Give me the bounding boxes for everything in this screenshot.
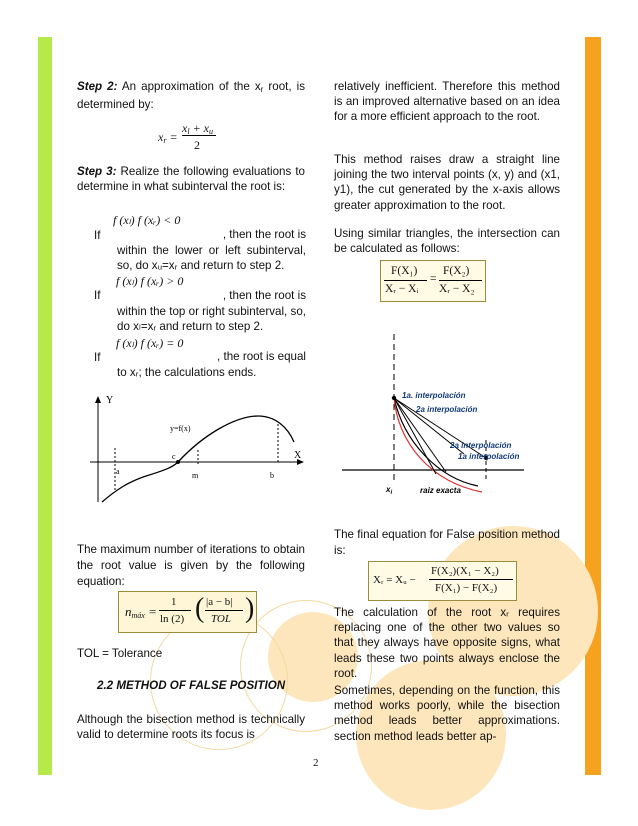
xr-formula: $x_r$ = $x_l + x_u$ 2	[158, 121, 228, 155]
graph2-label-2: 2a interpolación	[416, 405, 478, 414]
step2-text: An approximation of the x	[117, 80, 261, 93]
nmax-formula: $n_{máx}$ = 1 ln (2) ( |a − b| TOL )	[118, 591, 257, 633]
xr-den: 2	[194, 138, 200, 152]
graph2-root-label: raiz exacta	[420, 486, 461, 495]
nmax-den: TOL	[211, 613, 231, 625]
cond1-expr: f (xₗ) f (xᵣ) < 0	[113, 213, 181, 227]
graph1-x-label: X	[294, 450, 302, 461]
graph2-label-4: 1a interpolación	[458, 452, 520, 461]
step3-heading: Step 3:	[77, 165, 117, 178]
nmax-ln2: ln (2)	[160, 613, 185, 625]
graph1-b-label: b	[270, 471, 274, 480]
cond3-tail: , the root is equal	[217, 350, 306, 363]
step2-paragraph	[77, 79, 305, 112]
graph1-a-label: a	[116, 467, 120, 476]
similar-triangles-paragraph: Using similar triangles, the intersection can be calculated as follows:	[334, 227, 560, 256]
max-iterations-paragraph: The maximum number of iterations to obtain the root value is given by the following equation:	[77, 543, 305, 588]
final-equation	[368, 561, 517, 601]
right-accent-bar	[585, 37, 601, 775]
tol-definition: TOL = Tolerance	[77, 647, 163, 660]
bisection-graph	[86, 394, 312, 506]
calculation-paragraph: The calculation of the root xᵣ requires replacing one of the other two values so that they always have opposite signs, what leads these two points always enclose the root.	[334, 606, 560, 680]
xr-num: x	[182, 121, 188, 135]
cond3-expr: f (xₗ) f (xᵣ) = 0	[116, 336, 184, 350]
bisection-paragraph: Although the bisection method is technically valid to determine roots its focus is	[77, 713, 305, 742]
cond3-text: to xᵣ; the calculations ends.	[117, 366, 257, 379]
xr-num-plus: + x	[189, 121, 209, 135]
graph1-curve-label: y=f(x)	[170, 424, 191, 433]
st-n1: F(X₁)	[391, 265, 418, 277]
method-paragraph: This method raises draw a straight line joining the two interval points (x, y) and (x1, y1), the cut generated by the x-axis allows greater approximation to the root.	[334, 153, 560, 212]
false-position-graph	[338, 330, 528, 506]
final-equation-paragraph: The final equation for False position method is:	[334, 528, 560, 557]
nmax-lhs: n	[125, 604, 132, 619]
cond2-tail: , then the root is	[222, 289, 306, 302]
step3-text: Realize the following evaluations to determine in what subinterval the root is:	[77, 165, 306, 194]
xr-num-sub1: l	[187, 127, 190, 136]
graph1-c-label: c	[172, 452, 176, 461]
step2-sub: r	[260, 85, 264, 94]
similar-triangles-formula	[380, 260, 486, 302]
st-n2: F(X₂)	[443, 265, 470, 277]
cond3-if: If	[94, 351, 101, 364]
nmax-lhs-sub: máx	[131, 611, 145, 620]
step3-paragraph	[77, 164, 305, 194]
graph2-start-point	[392, 396, 396, 400]
page-number: 2	[313, 757, 319, 769]
st-d1: Xᵣ − Xᵢ	[385, 283, 419, 295]
final-lhs: Xᵣ = Xᵤ −	[373, 574, 416, 586]
graph1-y-arrow	[95, 396, 101, 403]
graph1-root-point	[176, 460, 180, 464]
section-heading: 2.2 METHOD OF FALSE POSITION	[97, 679, 286, 692]
cond2-text: within the top or right subinterval, so, do xₗ=xᵣ and return to step 2.	[117, 305, 306, 334]
step2-text2: root, is determined by:	[77, 80, 306, 112]
final-num: F(X₂)(X₁ − X₂)	[431, 565, 499, 577]
intro-paragraph: relatively inefficient. Therefore this method is an improved alternative based on an idea for a more efficient approach to the root.	[334, 80, 560, 124]
step2-heading: Step 2:	[77, 80, 118, 93]
cond2-expr: f (xₗ) f (xᵣ) > 0	[116, 274, 184, 288]
graph2-label-1: 1a. interpolación	[402, 391, 466, 400]
cond1-tail: , then the root is	[222, 228, 306, 241]
final-den: F(X₁) − F(X₂)	[435, 582, 498, 594]
graph2-label-3: 2a interpolación	[450, 441, 512, 450]
graph2-xi-label: $x_i$	[386, 485, 393, 496]
xr-lhs-sub: r	[163, 136, 167, 145]
graph1-m-label: m	[192, 471, 199, 480]
nmax-num: |a − b|	[206, 596, 233, 608]
cond2-if: If	[94, 289, 101, 302]
left-accent-bar	[38, 37, 52, 775]
cond1-text: within the lower or left subinterval, so, do xᵤ=xᵣ and return to step 2.	[117, 244, 306, 273]
sometimes-paragraph: Sometimes, depending on the function, this method works poorly, while the bisection method leads better approximations. section method leads better ap-	[334, 684, 560, 743]
st-eq: =	[430, 273, 437, 285]
graph1-y-label: Y	[106, 395, 114, 406]
nmax-one: 1	[171, 596, 177, 608]
cond1-if: If	[94, 229, 101, 242]
st-d2: Xᵣ − X₂	[439, 283, 475, 295]
xr-num-sub2: u	[209, 127, 213, 136]
xr-lhs: x	[158, 130, 164, 144]
